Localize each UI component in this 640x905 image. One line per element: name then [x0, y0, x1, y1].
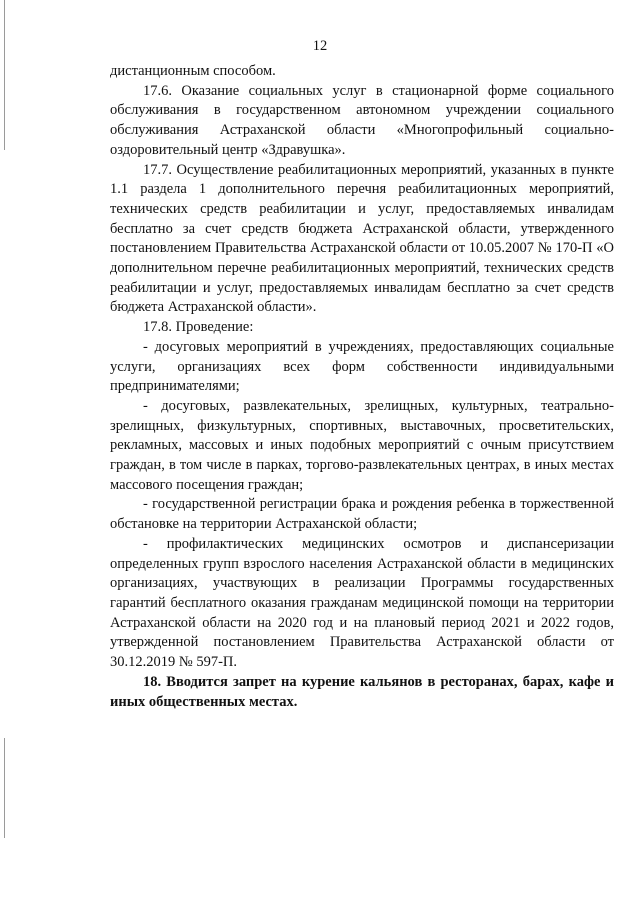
- paragraph-17-7: 17.7. Осуществление реабилитационных мероприятий, указанных в пункте 1.1 раздела 1 дополнительного перечня реабилитационных мероприятий, технических средств реабилитации и услуг, предоставляемых инвалидам бесплатно за счет средств бюджета Астраханской области, утвержденного постановлением Правительства Астраханской области от 10.05.2007 № 170-П «О дополнительном перечне реабилитационных мероприятий, технических средств реабилитации и услуг, предоставляемых инвалидам бесплатно за счет средств бюджета Астраханской области».: [110, 161, 614, 316]
- list-item-leisure-events: - досуговых мероприятий в учреждениях, предоставляющих социальные услуги, организациях всех форм собственности индивидуальными предпринимателями;: [110, 338, 614, 395]
- list-item-mass-events: - досуговых, развлекательных, зрелищных, культурных, театрально-зрелищных, физкультурных, спортивных, выставочных, просветительских, рекламных, массовых и иных подобных мероприятий с очным присутствием граждан, в том числе в парках, торгово-развлекательных центрах, в иных местах массового посещения граждан;: [110, 397, 614, 493]
- paragraph-17-6: 17.6. Оказание социальных услуг в стационарной форме социального обслуживания в государственном автономном учреждении социального обслуживания Астраханской области «Многопрофильный социально-оздоровительный центр «Здравушка».: [110, 82, 614, 158]
- page-number: 12: [312, 38, 328, 54]
- list-item-medical-exams: - профилактических медицинских осмотров и диспансеризации определенных групп взрослого населения Астраханской области в медицинских организациях, участвующих в реализации Программы государственных гарантий бесплатного оказания гражданам медицинской помощи на территории Астраханской области на 2020 год и на плановый период 2021 и 2022 годов, утвержденной постановлением Правительства Астраханской области от 30.12.2019 № 597-П.: [110, 535, 614, 671]
- paragraph-continuation: дистанционным способом.: [110, 63, 276, 79]
- paragraph-17-8: 17.8. Проведение:: [143, 319, 254, 336]
- scan-edge-line: [4, 0, 5, 150]
- paragraph-18: 18. Вводится запрет на курение кальянов в ресторанах, барах, кафе и иных общественных местах.: [110, 673, 614, 710]
- list-item-registration: - государственной регистрации брака и рождения ребенка в торжественной обстановке на территории Астраханской области;: [110, 496, 614, 533]
- scan-edge-line: [4, 738, 5, 838]
- document-body: [110, 62, 614, 712]
